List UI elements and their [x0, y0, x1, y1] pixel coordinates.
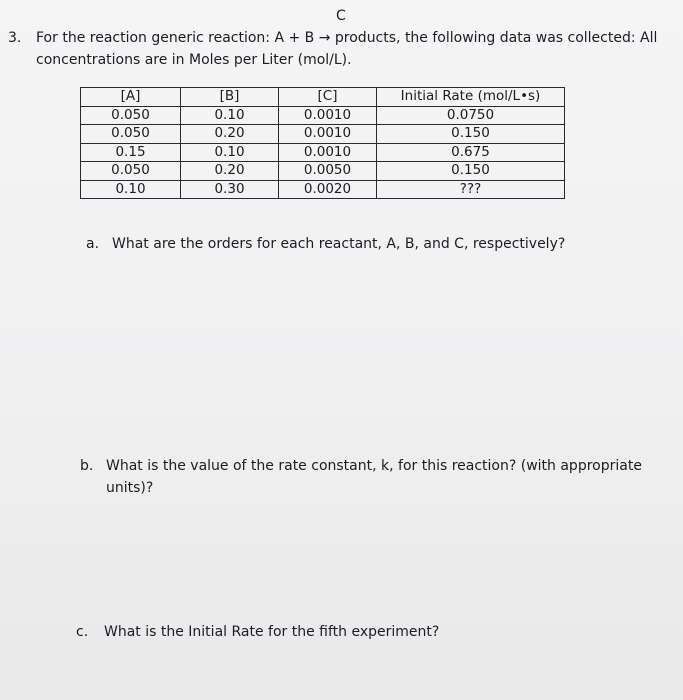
table-cell: 0.20 [181, 162, 279, 181]
table-row [81, 143, 565, 162]
header-concentration-c: [C] [279, 88, 377, 107]
part-b-question [80, 458, 683, 474]
header-concentration-a: [A] [81, 88, 181, 107]
table-cell: ??? [377, 180, 565, 199]
header-concentration-b: [B] [181, 88, 279, 107]
table-row [81, 125, 565, 144]
table-row [81, 162, 565, 181]
table-cell: 0.675 [377, 143, 565, 162]
question-text-line1: For the reaction generic reaction: A + B → products, the following data was collected: All [36, 30, 658, 46]
table-cell: 0.050 [81, 125, 181, 144]
part-b-label: b. [80, 458, 94, 474]
table-header-row [81, 88, 565, 107]
question-number: 3. [8, 30, 22, 46]
header-initial-rate: Initial Rate (mol/L•s) [377, 88, 565, 107]
data-table [80, 87, 565, 199]
table-cell: 0.150 [377, 125, 565, 144]
table-cell: 0.0010 [279, 125, 377, 144]
table-cell: 0.30 [181, 180, 279, 199]
part-c-text: What is the Initial Rate for the fifth experiment? [104, 624, 440, 640]
table-cell: 0.10 [181, 143, 279, 162]
table-cell: 0.0020 [279, 180, 377, 199]
table-cell: 0.0750 [377, 106, 565, 125]
part-c-label: c. [76, 624, 89, 640]
table-row [81, 106, 565, 125]
part-a-question [86, 236, 565, 252]
table-cell: 0.050 [81, 106, 181, 125]
table-cell: 0.15 [81, 143, 181, 162]
question-text-line2: concentrations are in Moles per Liter (mol/L). [36, 52, 352, 68]
part-c-question [76, 624, 439, 640]
part-a-text: What are the orders for each reactant, A, B, and C, respectively? [112, 236, 566, 252]
table-cell: 0.20 [181, 125, 279, 144]
table-row [81, 180, 565, 199]
table-cell: 0.0010 [279, 143, 377, 162]
part-b-text-line2: units)? [106, 480, 154, 496]
table-cell: 0.10 [181, 106, 279, 125]
table-cell: 0.0010 [279, 106, 377, 125]
table-cell: 0.0050 [279, 162, 377, 181]
handwritten-annotation: C [336, 8, 346, 24]
table-cell: 0.150 [377, 162, 565, 181]
table-cell: 0.10 [81, 180, 181, 199]
part-b-text-line1: What is the value of the rate constant, k, for this reaction? (with appropriate [106, 458, 642, 474]
table-cell: 0.050 [81, 162, 181, 181]
part-a-label: a. [86, 236, 100, 252]
